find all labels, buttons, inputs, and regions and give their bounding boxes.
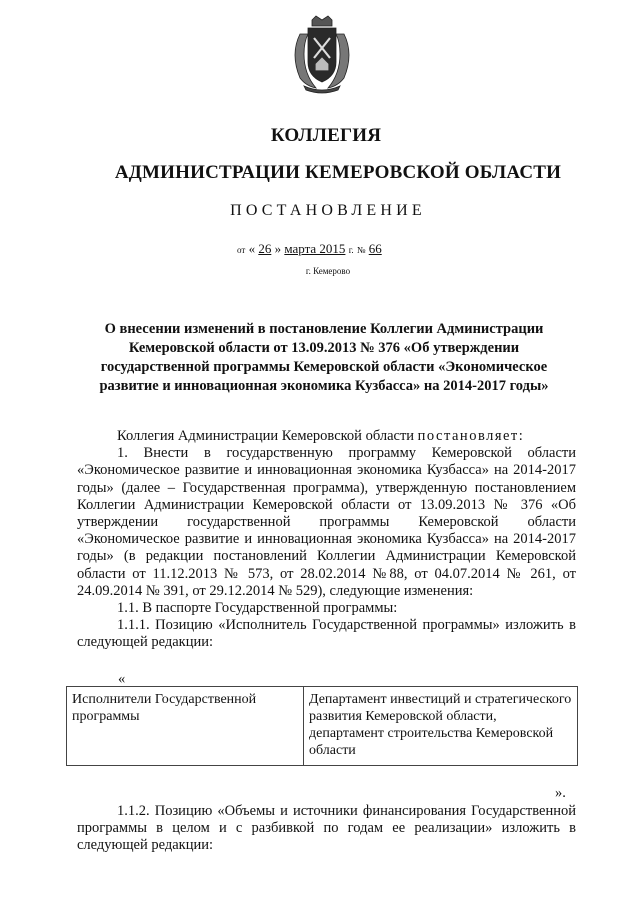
intro-text: Коллегия Администрации Кемеровской области <box>117 428 418 444</box>
date-year-suffix: г. <box>348 245 354 255</box>
date-quote-open: « <box>248 241 256 256</box>
intro-paragraph <box>77 428 576 445</box>
number-sign: № <box>356 245 366 255</box>
document-title: О внесении изменений в постановление Коллегии Администрации Кемеровской области от 13.09.2013 № 376 «Об утверждении государственной программы Кемеровской области «Экономическое развитие и инновационная экономика Кузбасса» на 2014-2017 годы» <box>99 321 549 394</box>
date-day: 26 <box>258 241 272 256</box>
document-number: 66 <box>368 241 382 256</box>
city: г. Кемерово <box>305 266 351 276</box>
passport-table <box>66 686 578 766</box>
table-row <box>67 687 578 766</box>
doc-type: ПОСТАНОВЛЕНИЕ <box>230 202 426 219</box>
item-1: 1. Внести в государственную программу Кемеровской области «Экономическое развитие и инновационная экономика Кузбасса» на 2014-2017 годы» (далее – Государственная программа), утвержденную постановлением Коллегии Администрации Кемеровской области от 13.09.2013 № 376 «Об утверждении государственной программы Кемеровской области «Экономическое развитие и инновационная экономика Кузбасса» на 2014-2017 годы» (в редакции постановлений Коллегии Администрации Кемеровской области от 11.12.2013 № 573, от 28.02.2014 №88, от 04.07.2014 № 261, от 24.09.2014 № 391, от 29.12.2014 № 529), следующие изменения: <box>77 445 576 599</box>
quote-open: « <box>118 671 126 687</box>
dateline <box>237 241 382 257</box>
body-section-2 <box>77 803 576 855</box>
table-label-cell: Исполнители Государственной программы <box>67 687 304 766</box>
value-line-2: департамент строительства Кемеровской области <box>309 726 554 758</box>
value-line-1: Департамент инвестиций и стратегического развития Кемеровской области, <box>309 692 572 724</box>
quote-close: ». <box>555 785 566 801</box>
org-title-line2: АДМИНИСТРАЦИИ КЕМЕРОВСКОЙ ОБЛАСТИ <box>114 162 562 183</box>
item-1-1-2: 1.1.2. Позицию «Объемы и источники финансирования Государственной программы в целом и с разбивкой по годам ее реализации» изложить в следующей редакции: <box>77 803 576 854</box>
item-1-1: 1.1. В паспорте Государственной программы: <box>117 600 398 617</box>
date-quote-close: » <box>274 241 282 256</box>
body-section-1 <box>77 428 576 652</box>
coat-of-arms-icon <box>286 14 358 94</box>
intro-resolves: постановляет: <box>417 428 525 444</box>
table-value-cell <box>304 687 578 766</box>
org-title-line1: КОЛЛЕГИЯ <box>270 125 382 146</box>
date-month-year: марта 2015 <box>284 241 346 256</box>
date-from: от <box>237 245 246 255</box>
item-1-1-1: 1.1.1. Позицию «Исполнитель Государственной программы» изложить в следующей редакции: <box>77 617 576 651</box>
